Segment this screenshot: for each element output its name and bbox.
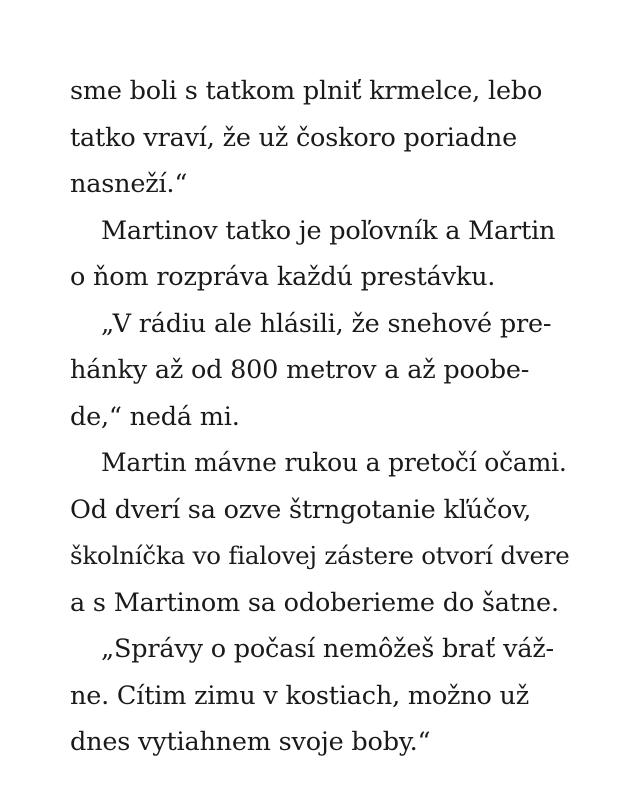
text-line: sme boli s tatkom plniť krmelce, lebo — [70, 76, 543, 106]
paragraph-start-line: Martin mávne rukou a pretočí očami. — [101, 448, 567, 477]
body-text — [70, 68, 570, 766]
paragraph-start-line: Martinov tatko je poľovník a Martin — [101, 215, 556, 246]
text-line: hánky až od 800 metrov a až poobe- — [70, 355, 530, 385]
text-line: ne. Cítim zimu v kostiach, možno už — [70, 680, 530, 711]
text-line: de,“ nedá mi. — [70, 401, 240, 432]
text-line: Od dverí sa ozve štrngotanie kľúčov, — [70, 494, 532, 525]
paragraph-start-line: „Správy o počasí nemôžeš brať váž- — [101, 634, 554, 664]
paragraph-start-line: „V rádiu ale hlásili, že snehové pre- — [101, 308, 552, 339]
text-line: o ňom rozpráva každú prestávku. — [70, 262, 496, 292]
text-line: nasneží.“ — [70, 169, 188, 199]
text-line: a s Martinom sa odoberieme do šatne. — [70, 587, 559, 618]
text-line: dnes vytiahnem svoje boby.“ — [70, 727, 431, 757]
text-line: školníčka vo fialovej zástere otvorí dvere — [70, 541, 570, 570]
text-line: tatko vraví, že už čoskoro poriadne — [70, 122, 518, 153]
